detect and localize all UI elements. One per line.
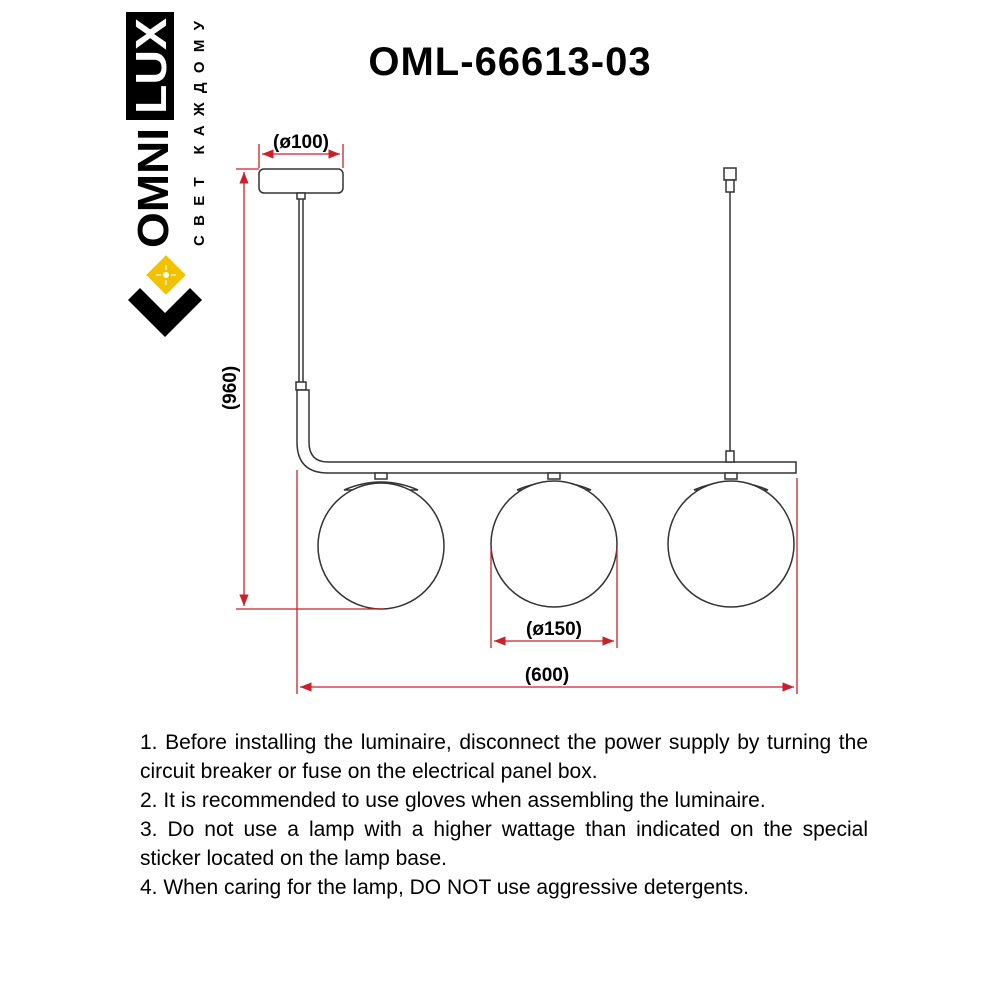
luminaire-outline <box>259 168 796 609</box>
note-4: 4. When caring for the lamp, DO NOT use aggressive detergents. <box>140 876 749 899</box>
logo-omni-text: OMNI <box>129 133 178 248</box>
canopy-diameter-label: (ø100) <box>273 132 329 153</box>
ceiling-canopy <box>259 169 343 193</box>
omnilux-logo <box>126 12 208 337</box>
width-label: (600) <box>524 665 570 686</box>
logo-tagline: СВЕТ КАЖДОМУ <box>191 16 208 246</box>
note-1: 1. Before installing the luminaire, disconnect the power supply by turning the circuit breaker or fuse on the electrical panel box. <box>140 731 868 783</box>
right-cable-clamp <box>724 168 736 192</box>
shade-diameter-label: (ø150) <box>526 619 582 640</box>
note-3: 3. Do not use a lamp with a higher wattage than indicated on the special sticker located on the lamp base. <box>140 818 868 870</box>
logo-diamond-icon <box>128 255 202 337</box>
model-title: OML-66613-03 <box>368 40 652 84</box>
l-shaped-bar <box>297 390 796 473</box>
height-label: (960) <box>220 365 241 411</box>
note-2: 2. It is recommended to use gloves when assembling the luminaire. <box>140 789 766 812</box>
globe-shade-right <box>668 473 794 607</box>
safety-notes <box>140 728 868 902</box>
logo-lux-text: LUX <box>127 26 176 114</box>
globe-shade-middle <box>491 473 617 607</box>
dimension-lines <box>236 144 797 694</box>
globe-shade-left <box>318 473 444 609</box>
